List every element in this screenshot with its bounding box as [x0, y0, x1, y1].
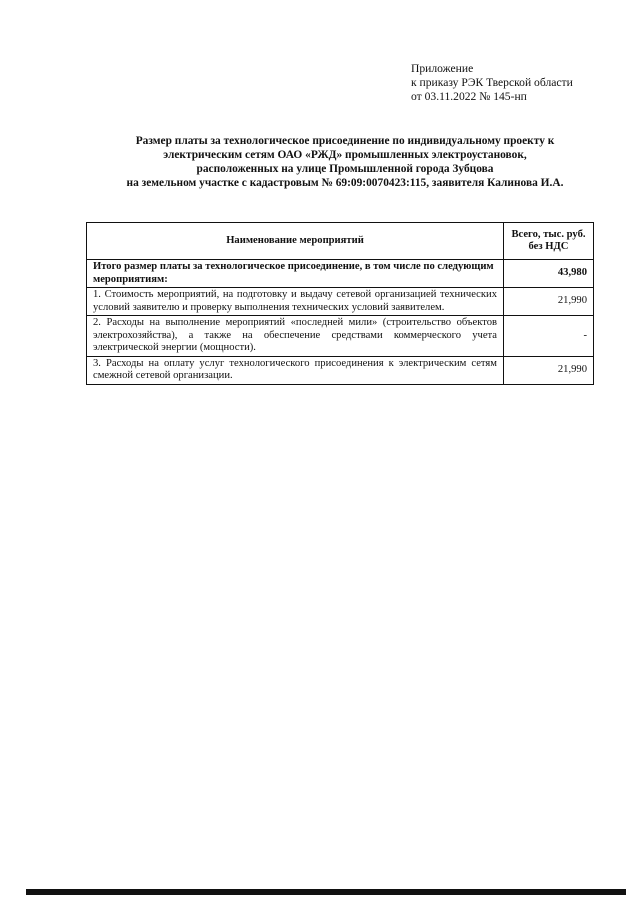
row-name-cell: 1. Стоимость мероприятий, на подготовку и выдачу сетевой организацией технических условий заявителю и проверку выполнения технических условий заявителем. — [87, 288, 504, 316]
costs-table — [86, 222, 594, 385]
total-row — [87, 260, 594, 288]
document-title — [60, 134, 630, 190]
total-value-cell: 43,980 — [504, 260, 594, 288]
table-row — [87, 356, 594, 384]
appendix-block — [411, 62, 626, 104]
total-name-cell: Итого размер платы за технологическое присоединение, в том числе по следующим мероприятиям: — [87, 260, 504, 288]
appendix-line-3: от 03.11.2022 № 145-нп — [411, 90, 527, 103]
table-header-row — [87, 223, 594, 260]
row-value-cell: 21,990 — [504, 356, 594, 384]
header-name: Наименование мероприятий — [87, 223, 504, 260]
title-line-4: на земельном участке с кадастровым № 69:09:0070423:115, заявителя Калинова И.А. — [126, 177, 564, 189]
header-value: Всего, тыс. руб. без НДС — [504, 223, 594, 260]
row-name-cell: 3. Расходы на оплату услуг технологического присоединения к электрическим сетям смежной сетевой организации. — [87, 356, 504, 384]
title-line-1: Размер платы за технологическое присоединение по индивидуальному проекту к — [135, 135, 555, 147]
row-value-cell: 21,990 — [504, 288, 594, 316]
appendix-line-1: Приложение — [411, 62, 474, 75]
bottom-scan-rule — [26, 889, 626, 895]
appendix-line-2: к приказу РЭК Тверской области — [411, 76, 573, 89]
title-line-2: электрическим сетям ОАО «РЖД» промышленных электроустановок, — [163, 149, 527, 161]
row-name-cell: 2. Расходы на выполнение мероприятий «последней мили» (строительство объектов электрохозяйства), а также на обеспечение средствами коммерческого учета электрической энергии (мощности). — [87, 316, 504, 357]
row-value-cell: - — [504, 316, 594, 357]
title-line-3: расположенных на улице Промышленной города Зубцова — [196, 163, 494, 175]
table-row — [87, 316, 594, 357]
table-row — [87, 288, 594, 316]
